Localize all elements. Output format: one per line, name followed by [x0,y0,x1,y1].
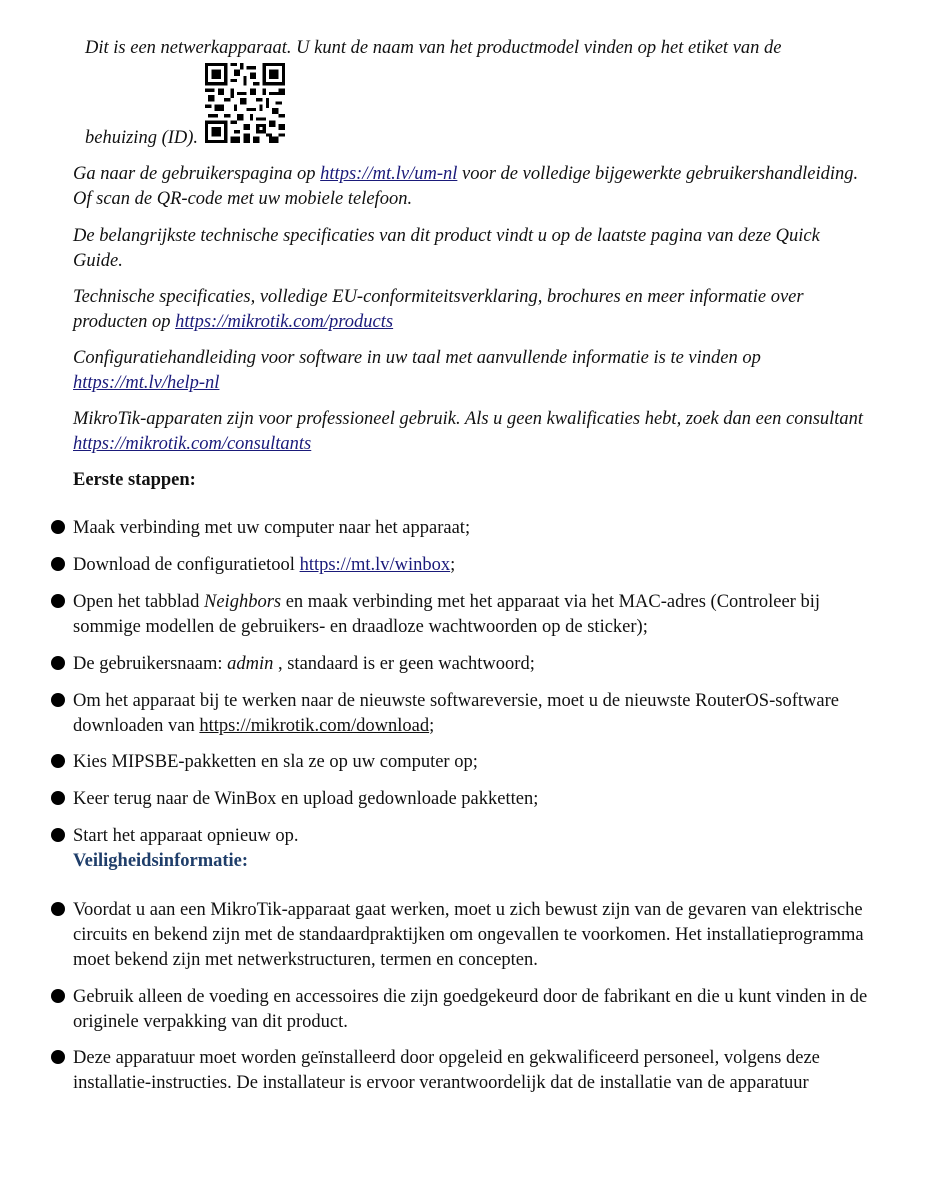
safety-item-installation: Deze apparatuur moet worden geïnstalleerd door opgeleid en gekwalificeerd personeel, volgens deze installatie-instructies. De installateur is ervoor verantwoordelijk dat de installatie van de apparatuur [73,1048,820,1093]
step-neighbors [73,590,873,640]
intro-line-1: Dit is een netwerkapparaat. U kunt de naam van het productmodel vinden op het etiket van de [85,38,782,58]
step-download-tool [73,553,873,578]
bullet-dot-icon [51,791,65,805]
step-neighbors-text-a: Open het tabblad [73,592,204,612]
step-username [73,652,873,677]
step-connect: Maak verbinding met uw computer naar het apparaat; [73,518,471,538]
professional-use-text: MikroTik-apparaten zijn voor professioneel gebruik. Als u geen kwalificaties hebt, zoek dan een consultant [73,409,864,429]
bullet-dot-icon [51,693,65,707]
step-upgrade [73,689,873,739]
bullet-dot-icon [51,557,65,571]
bullet-dot-icon [51,989,65,1003]
first-steps-heading: Eerste stappen: [73,470,196,490]
bullet-dot-icon [51,656,65,670]
professional-use-paragraph [73,407,873,457]
step-download-text: Download de configuratietool [73,555,300,575]
user-guide-text-a: Ga naar de gebruikerspagina op [73,164,321,184]
user-guide-paragraph [73,162,873,212]
user-guide-link[interactable]: https://mt.lv/um-nl [320,164,458,184]
step-upload-packages: Keer terug naar de WinBox en upload gedownloade pakketten; [73,789,539,809]
bullet-dot-icon [51,594,65,608]
consultants-link[interactable]: https://mikrotik.com/consultants [73,434,312,454]
qr-code-icon[interactable] [205,63,285,143]
bullet-dot-icon [51,902,65,916]
eu-conformity-text: Technische specificaties, volledige EU-conformiteitsverklaring, brochures en meer informatie over producten op [73,287,804,332]
bullet-dot-icon [51,828,65,842]
winbox-link[interactable]: https://mt.lv/winbox [299,555,451,575]
step-upgrade-text: Om het apparaat bij te werken naar de nieuwste softwareversie, moet u de nieuwste RouterOS-software downloaden van [73,691,839,736]
eu-conformity-paragraph [73,285,873,335]
step-choose-packages: Kies MIPSBE-pakketten en sla ze op uw computer op; [73,752,478,772]
step-username-text-b: , standaard is er geen wachtwoord; [273,654,535,674]
download-link[interactable]: https://mikrotik.com/download [199,716,430,736]
safety-heading: Veiligheidsinformatie: [73,851,249,871]
help-link[interactable]: https://mt.lv/help-nl [73,373,220,393]
products-link[interactable]: https://mikrotik.com/products [175,312,394,332]
step-upgrade-end: ; [429,716,435,736]
safety-item-power-supply: Gebruik alleen de voeding en accessoires die zijn goedgekeurd door de fabrikant en die u kunt vinden in de originele verpakking van dit product. [73,987,868,1032]
step-username-text-a: De gebruikersnaam: [73,654,228,674]
step-neighbors-tab-name: Neighbors [204,592,282,612]
step-neighbors-text-b: en maak verbinding met het apparaat via het MAC-adres (Controleer bij sommige modellen de gebruikers- en draadloze wachtwoorden op de sticker); [73,592,820,637]
bullet-dot-icon [51,1050,65,1064]
bullet-dot-icon [51,754,65,768]
step-restart: Start het apparaat opnieuw op. [73,826,299,846]
config-guide-paragraph [73,346,873,396]
config-guide-text: Configuratiehandleiding voor software in uw taal met aanvullende informatie is te vinden op [73,348,761,368]
intro-line-2: behuizing (ID). [85,128,199,148]
specs-paragraph: De belangrijkste technische specificaties van dit product vindt u op de laatste pagina van deze Quick Guide. [73,226,820,271]
step-download-end: ; [450,555,456,575]
safety-item-circuits: Voordat u aan een MikroTik-apparaat gaat werken, moet u zich bewust zijn van de gevaren van elektrische circuits en bekend zijn met de standaardpraktijken om ongevallen te voorkomen. Het installatieprogramma moet bekend zijn met netwerkstructuren, termen en concepten. [73,900,864,970]
bullet-dot-icon [51,520,65,534]
user-guide-text-b: voor de volledige bijgewerkte gebruikershandleiding. Of scan de QR-code met uw mobiele telefoon. [73,164,859,209]
step-username-value: admin [227,654,274,674]
